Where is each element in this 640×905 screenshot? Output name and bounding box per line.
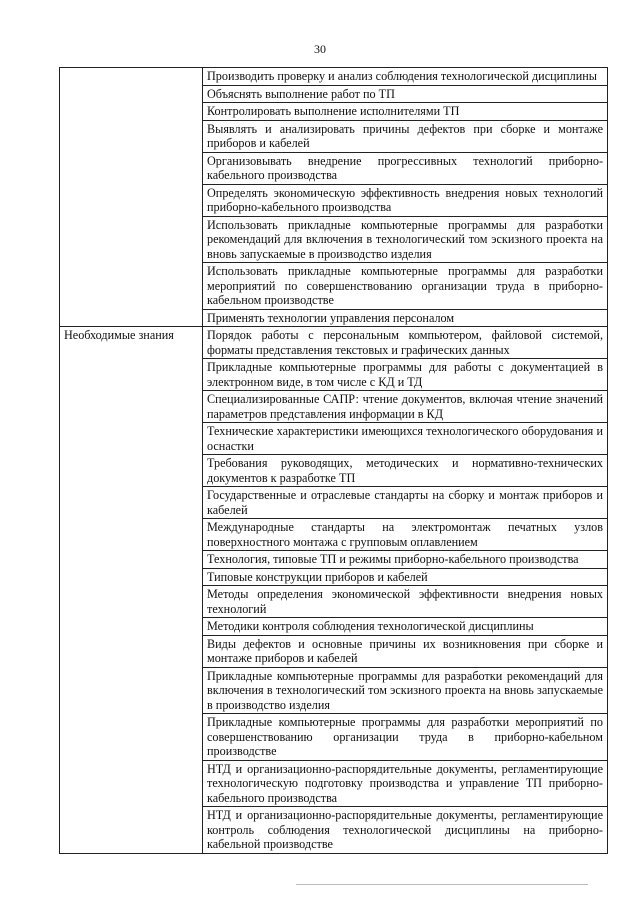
knowledge-item: Технология, типовые ТП и режимы приборно-кабельного производства (203, 551, 608, 569)
skill-item: Производить проверку и анализ соблюдения технологической дисциплины (203, 68, 608, 86)
knowledge-label: Необходимые знания (60, 327, 203, 854)
skill-item: Организовывать внедрение прогрессивных технологий приборно-кабельного производства (203, 152, 608, 184)
knowledge-item: Методы определения экономической эффективности внедрения новых технологий (203, 586, 608, 618)
competency-table-body (60, 68, 608, 854)
table-row (60, 68, 608, 86)
skill-item: Объяснять выполнение работ по ТП (203, 85, 608, 103)
knowledge-item: Методики контроля соблюдения технологической дисциплины (203, 618, 608, 636)
knowledge-item: Специализированные САПР: чтение документов, включая чтение значений параметров представления информации в КД (203, 391, 608, 423)
knowledge-item: НТД и организационно-распорядительные документы, регламентирующие контроль соблюдения технологической дисциплины на приборно-кабельной производстве (203, 807, 608, 854)
knowledge-item: Виды дефектов и основные причины их возникновения при сборке и монтаже приборов и кабелей (203, 635, 608, 667)
knowledge-item: Требования руководящих, методических и нормативно-технических документов к разработке ТП (203, 455, 608, 487)
skills-label-cell (60, 68, 203, 327)
skill-item: Выявлять и анализировать причины дефектов при сборке и монтаже приборов и кабелей (203, 120, 608, 152)
skill-item: Использовать прикладные компьютерные программы для разработки мероприятий по совершенствованию организации труда в приборно-кабельном производстве (203, 263, 608, 310)
knowledge-item: Типовые конструкции приборов и кабелей (203, 568, 608, 586)
skill-item: Определять экономическую эффективность внедрения новых технологий приборно-кабельного производства (203, 184, 608, 216)
skill-item: Контролировать выполнение исполнителями ТП (203, 103, 608, 121)
knowledge-item: НТД и организационно-распорядительные документы, регламентирующие технологическую подготовку производства и управление ТП приборно-кабельного производства (203, 760, 608, 807)
knowledge-item: Международные стандарты на электромонтаж печатных узлов поверхностного монтажа с групповым оплавлением (203, 519, 608, 551)
competency-table (59, 67, 608, 854)
knowledge-item: Технические характеристики имеющихся технологического оборудования и оснастки (203, 423, 608, 455)
knowledge-item: Государственные и отраслевые стандарты на сборку и монтаж приборов и кабелей (203, 487, 608, 519)
scan-edge-line (296, 884, 588, 885)
knowledge-item: Прикладные компьютерные программы для разработки мероприятий по совершенствованию организации труда в приборно-кабельном производстве (203, 714, 608, 761)
knowledge-item: Прикладные компьютерные программы для работы с документацией в электронном виде, в том числе с КД и ТД (203, 359, 608, 391)
table-row (60, 327, 608, 359)
knowledge-item: Порядок работы с персональным компьютером, файловой системой, форматы представления текстовых и графических данных (203, 327, 608, 359)
page-number: 30 (314, 42, 326, 56)
skill-item: Использовать прикладные компьютерные программы для разработки рекомендаций для включения в технологический том эскизного проекта на вновь запускаемые в производство изделия (203, 216, 608, 263)
knowledge-item: Прикладные компьютерные программы для разработки рекомендаций для включения в технологический том эскизного проекта на вновь запускаемые в производство изделия (203, 667, 608, 714)
skill-item: Применять технологии управления персоналом (203, 309, 608, 327)
